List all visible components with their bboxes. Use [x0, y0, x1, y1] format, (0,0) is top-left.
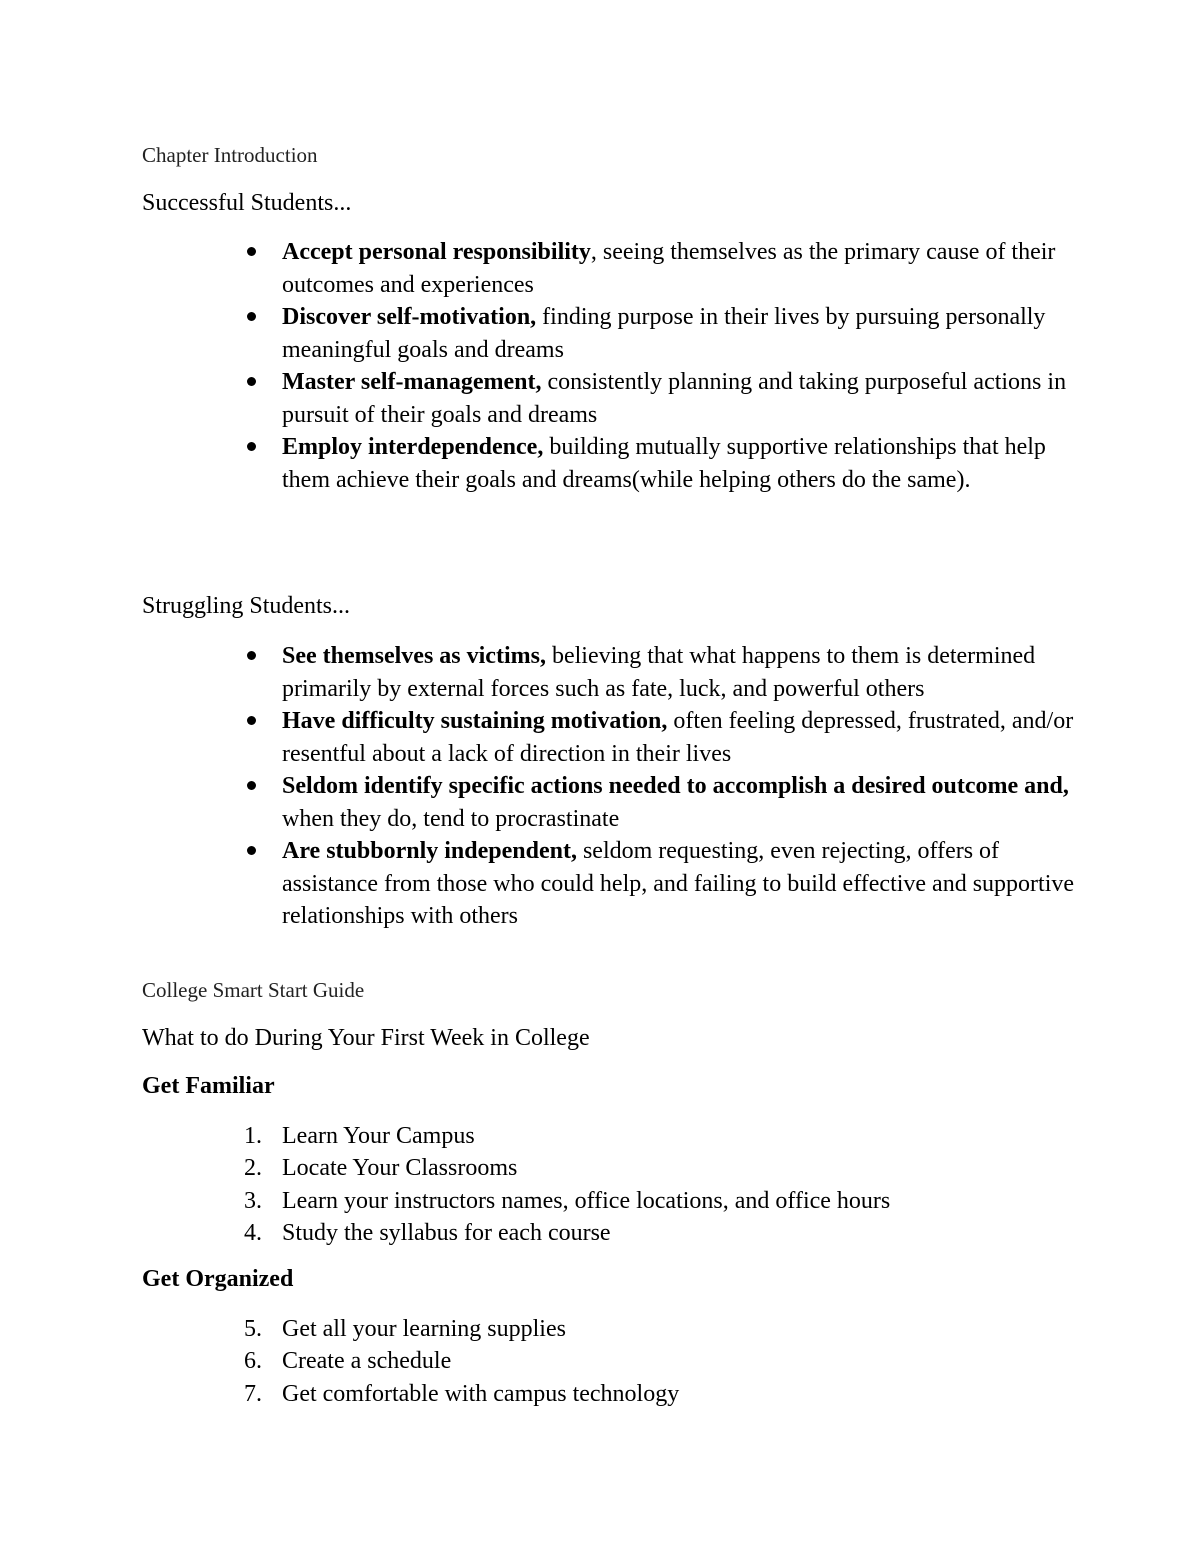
list-item: 4. Study the syllabus for each course: [244, 1219, 611, 1246]
list-item: Employ interdependence, building mutually supportive relationships that help them achieve their goals and dreams(while helping others do the same).: [282, 431, 1082, 496]
list-item: 7. Get comfortable with campus technology: [244, 1380, 680, 1407]
bullet-icon: [247, 781, 256, 790]
get-familiar-list: [244, 1120, 1082, 1249]
list-item: 1. Learn Your Campus: [244, 1123, 475, 1149]
list-item: 5. Get all your learning supplies: [244, 1316, 566, 1342]
bullet-icon: [247, 312, 256, 321]
first-week-title: What to do During Your First Week in College: [142, 1025, 590, 1051]
bullet-icon: [247, 651, 256, 660]
college-smart-start-label: College Smart Start Guide: [142, 978, 365, 1002]
bullet-icon: [247, 247, 256, 256]
bullet-icon: [247, 846, 256, 855]
list-item: Discover self-motivation, finding purpose in their lives by pursuing personally meaningful goals and dreams: [282, 301, 1082, 366]
successful-students-heading: Successful Students...: [142, 190, 352, 216]
get-familiar-heading: Get Familiar: [142, 1073, 275, 1099]
list-item: Have difficulty sustaining motivation, often feeling depressed, frustrated, and/or resentful about a lack of direction in their lives: [282, 705, 1082, 770]
successful-students-list: [282, 236, 1082, 496]
list-item: 6. Create a schedule: [244, 1348, 452, 1375]
list-item: 2. Locate Your Classrooms: [244, 1155, 518, 1182]
list-item: Accept personal responsibility, seeing themselves as the primary cause of their outcomes and experiences: [282, 236, 1082, 301]
chapter-introduction-label: Chapter Introduction: [142, 143, 318, 167]
list-item: Seldom identify specific actions needed to accomplish a desired outcome and, when they do, tend to procrastinate: [282, 770, 1082, 835]
list-item: 3. Learn your instructors names, office locations, and office hours: [244, 1187, 891, 1214]
bullet-icon: [247, 442, 256, 451]
list-item: See themselves as victims, believing that what happens to them is determined primarily by external forces such as fate, luck, and powerful others: [282, 640, 1082, 705]
bullet-icon: [247, 716, 256, 725]
list-item: Master self-management, consistently planning and taking purposeful actions in pursuit of their goals and dreams: [282, 366, 1082, 431]
get-organized-list: [244, 1313, 1082, 1410]
struggling-students-heading: Struggling Students...: [142, 593, 351, 619]
bullet-icon: [247, 377, 256, 386]
struggling-students-list: [282, 640, 1082, 933]
get-organized-heading: Get Organized: [142, 1266, 294, 1292]
list-item: Are stubbornly independent, seldom requesting, even rejecting, offers of assistance from those who could help, and failing to build effective and supportive relationships with others: [282, 835, 1082, 933]
